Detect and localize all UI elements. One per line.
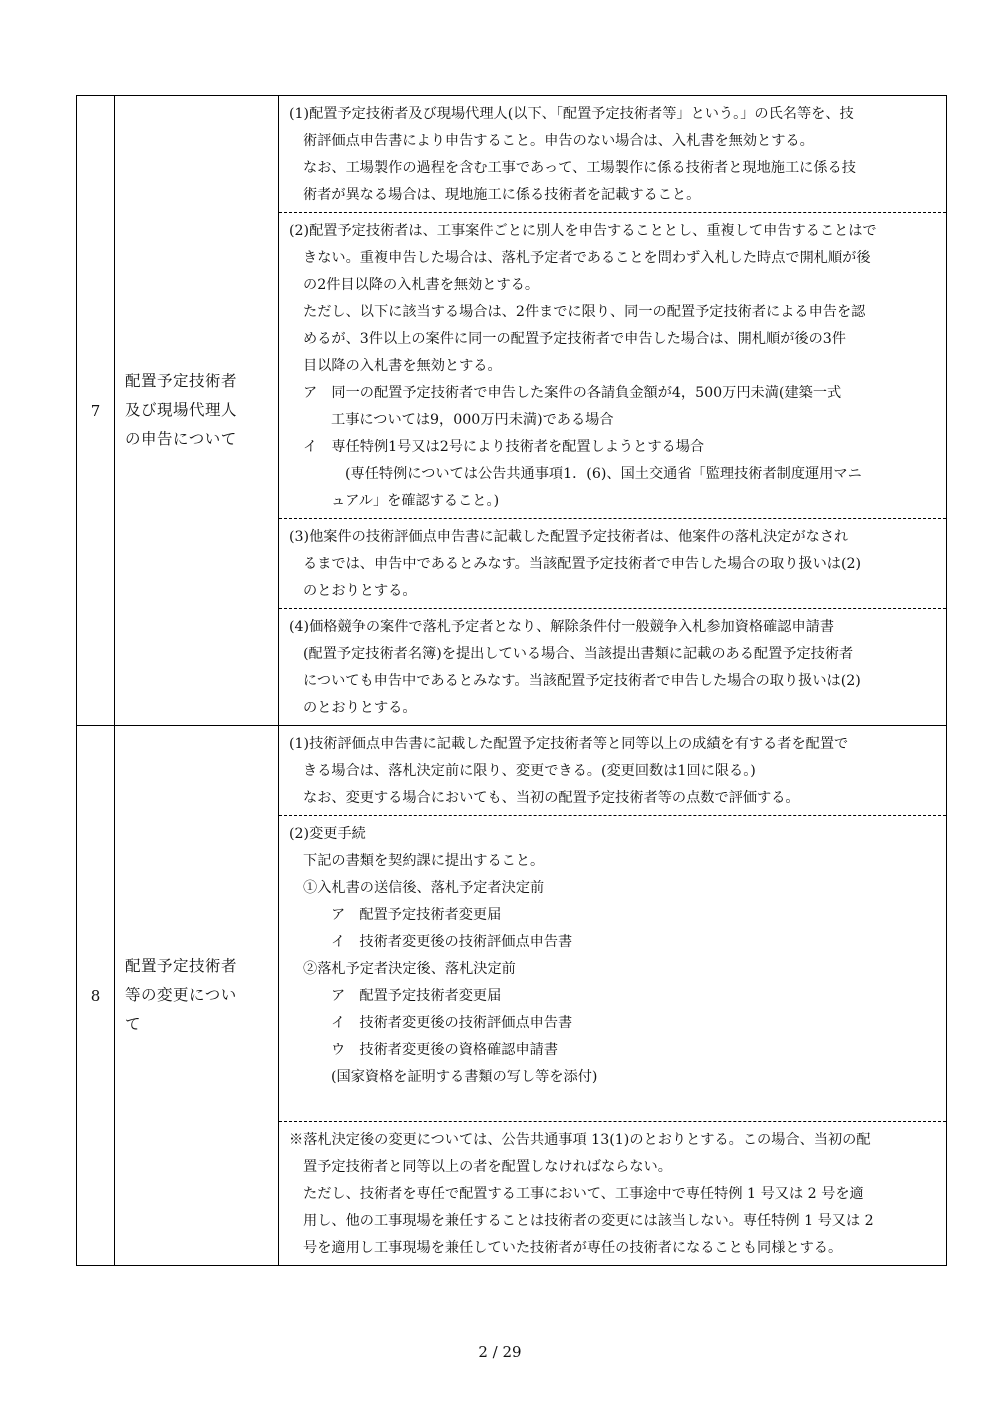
text-line: (配置予定技術者名簿)を提出している場合、当該提出書類に記載のある配置予定技術者 — [303, 646, 854, 662]
text-line — [289, 1091, 936, 1118]
content-section — [279, 519, 946, 609]
text-line: きない。重複申告した場合は、落札予定者であることを問わず入札した時点で開札順が後 — [303, 250, 871, 266]
text-line: ただし、以下に該当する場合は、2件までに限り、同一の配置予定技術者による申告を認 — [303, 304, 866, 320]
row-label-line: 配置予定技術者 — [125, 957, 238, 975]
text-line: (1)配置予定技術者及び現場代理人(以下、「配置予定技術者等」という。」の氏名等を、技 — [289, 106, 854, 122]
text-line: ①入札書の送信後、落札予定者決定前 — [303, 880, 545, 896]
row-label-line: て — [125, 1015, 142, 1033]
table-row — [77, 96, 947, 726]
table-row — [77, 726, 947, 1266]
text-line: (国家資格を証明する書類の写し等を添付) — [331, 1069, 598, 1085]
text-line: (1)技術評価点申告書に記載した配置予定技術者等と同等以上の成績を有する者を配置で — [289, 736, 849, 752]
text-line: めるが、3件以上の案件に同一の配置予定技術者で申告した場合は、開札順が後の3件 — [303, 331, 846, 347]
row-number: 8 — [77, 726, 115, 1266]
text-line: (4)価格競争の案件で落札予定者となり、解除条件付一般競争入札参加資格確認申請書 — [289, 619, 835, 635]
content-section — [279, 816, 946, 1122]
text-line: 目以降の入札書を無効とする。 — [303, 358, 502, 374]
text-line: イ 専任特例1号又は2号により技術者を配置しようとする場合 — [303, 439, 705, 455]
text-line: についても申告中であるとみなす。当該配置予定技術者で申告した場合の取り扱いは(2) — [303, 673, 861, 689]
text-line: 下記の書類を契約課に提出すること。 — [303, 853, 545, 869]
text-line: ア 配置予定技術者変更届 — [331, 907, 502, 923]
text-line: 術者が異なる場合は、現地施工に係る技術者を記載すること。 — [303, 187, 701, 203]
content-section — [279, 609, 946, 725]
text-line: ウ 技術者変更後の資格確認申請書 — [331, 1042, 559, 1058]
row-label-line: 及び現場代理人 — [125, 401, 238, 419]
text-line: るまでは、申告中であるとみなす。当該配置予定技術者で申告した場合の取り扱いは(2) — [303, 556, 862, 572]
text-line: イ 技術者変更後の技術評価点申告書 — [331, 934, 573, 950]
content-section — [279, 96, 946, 213]
content-section — [279, 726, 946, 816]
row-label-line: の申告について — [125, 430, 237, 448]
row-label-line: 等の変更につい — [125, 986, 237, 1004]
row-content — [279, 726, 947, 1266]
row-label — [115, 726, 279, 1266]
text-line: ア 同一の配置予定技術者で申告した案件の各請負金額が4，500万円未満(建築一式 — [303, 385, 842, 401]
text-line: (2)配置予定技術者は、工事案件ごとに別人を申告することとし、重複して申告することはで — [289, 223, 877, 239]
content-section — [279, 1122, 946, 1265]
text-line: のとおりとする。 — [303, 583, 417, 599]
text-line: イ 技術者変更後の技術評価点申告書 — [331, 1015, 573, 1031]
page-number: 2 / 29 — [478, 1343, 522, 1361]
text-line: 術評価点申告書により申告すること。申告のない場合は、入札書を無効とする。 — [303, 133, 814, 149]
row-label-line: 配置予定技術者 — [125, 372, 238, 390]
text-line: (3)他案件の技術評価点申告書に記載した配置予定技術者は、他案件の落札決定がなされ — [289, 529, 849, 545]
text-line: 工事については9，000万円未満)である場合 — [331, 412, 614, 428]
content-section — [279, 213, 946, 519]
row-content — [279, 96, 947, 726]
text-line: のとおりとする。 — [303, 700, 417, 716]
row-label — [115, 96, 279, 726]
text-line: ※落札決定後の変更については、公告共通事項 13(1)のとおりとする。この場合、当初の配 — [289, 1132, 871, 1148]
text-line: ただし、技術者を専任で配置する工事において、工事途中で専任特例 1 号又は 2 号を適 — [303, 1186, 864, 1202]
text-line: ュアル」を確認すること。) — [331, 493, 500, 509]
text-line: なお、工場製作の過程を含む工事であって、工場製作に係る技術者と現地施工に係る技 — [303, 160, 856, 176]
text-line: (2)変更手続 — [289, 826, 366, 842]
text-line: の2件目以降の入札書を無効とする。 — [303, 277, 540, 293]
text-line: ア 配置予定技術者変更届 — [331, 988, 502, 1004]
conditions-table — [76, 95, 947, 1266]
text-line: きる場合は、落札決定前に限り、変更できる。(変更回数は1回に限る。) — [303, 763, 756, 779]
text-line: 用し、他の工事現場を兼任することは技術者の変更には該当しない。専任特例 1 号又は 2 — [303, 1213, 874, 1229]
text-line: ②落札予定者決定後、落札決定前 — [303, 961, 516, 977]
text-line: なお、変更する場合においても、当初の配置予定技術者等の点数で評価する。 — [303, 790, 800, 806]
text-line: 置予定技術者と同等以上の者を配置しなければならない。 — [303, 1159, 672, 1175]
row-number: 7 — [77, 96, 115, 726]
text-line: 号を適用し工事現場を兼任していた技術者が専任の技術者になることも同様とする。 — [303, 1240, 843, 1256]
text-line: (専任特例については公告共通事項1．(6)、国土交通省「監理技術者制度運用マニ — [345, 466, 862, 482]
